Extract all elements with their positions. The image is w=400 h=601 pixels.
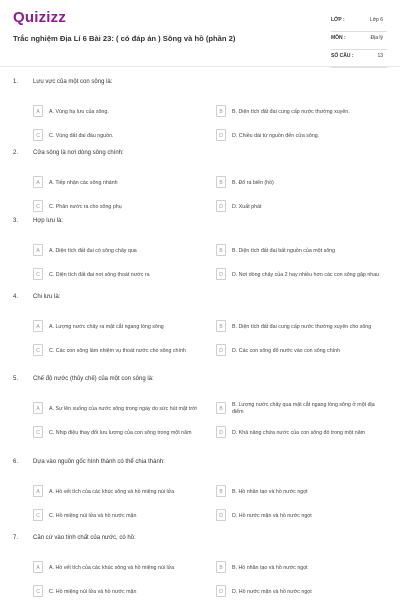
option-text: D. Hồ nước mặn và hồ nước ngọt [232,588,312,595]
answer-option-c[interactable] [33,266,203,284]
option-text: A. Diện tích đất đai có sông chảy qua [49,247,137,254]
answer-option-d[interactable] [216,583,386,601]
option-text: D. Nơi dòng chảy của 2 hay nhiều hơn các con sông gặp nhau [232,271,380,278]
option-text: B. Diện tích đất đai cung cấp nước thường xuyên. [232,108,350,115]
option-letter-badge: C [33,344,43,356]
answer-option-a[interactable] [33,400,203,418]
option-text: C. Vùng đất đai đầu nguồn. [49,132,114,139]
option-letter-badge: B [216,244,226,256]
answer-option-c[interactable] [33,583,203,601]
option-letter-badge: A [33,561,43,573]
option-letter-badge: D [216,344,226,356]
answer-option-b[interactable] [216,400,386,418]
question-text: Dựa vào nguồn gốc hình thành có thể chia thành: [33,459,165,465]
option-text: C. Phân nước ra cho sông phụ [49,203,122,210]
question-number: 5. [13,376,19,382]
question-number: 3. [13,218,19,224]
meta-key: MÔN : [331,35,346,41]
header-divider [0,66,400,67]
answer-option-d[interactable] [216,127,386,145]
worksheet-header [0,0,400,66]
answer-option-c[interactable] [33,507,203,525]
option-letter-badge: C [33,585,43,597]
option-text: A. Sự lên xuống của nước sông trong ngày do sức hút mặt trời [49,405,197,412]
answer-option-d[interactable] [216,266,386,284]
answer-option-d[interactable] [216,342,386,360]
answer-option-b[interactable] [216,242,386,260]
question-number: 4. [13,294,19,300]
meta-row-class [331,14,387,32]
answer-option-b[interactable] [216,559,386,577]
option-letter-badge: B [216,485,226,497]
answer-option-b[interactable] [216,103,386,121]
answer-option-c[interactable] [33,127,203,145]
meta-value: 13 [377,53,383,59]
answer-option-c[interactable] [33,342,203,360]
question-text: Chế độ nước (thủy chế) của một con sông là: [33,376,154,382]
option-letter-badge: A [33,485,43,497]
option-text: B. Đổ ra biển (hồ) [232,179,274,186]
option-text: D. Khả năng chứa nước của con sông đó trong một năm [232,429,366,436]
option-letter-badge: C [33,509,43,521]
option-text: A. Hồ vết tích của các khúc sông và hồ miệng núi lửa [49,564,175,571]
option-letter-badge: B [216,176,226,188]
question-number: 1. [13,79,19,85]
option-text: D. Xuất phát [232,203,262,210]
option-text: D. Các con sông đổ nước vào con sông chính [232,347,341,354]
option-letter-badge: D [216,426,226,438]
question-number: 6. [13,459,19,465]
answer-option-a[interactable] [33,103,203,121]
question-text: Chi lưu là: [33,294,61,300]
option-text: B. Hồ nhân tạo và hồ nước ngọt [232,488,308,495]
answer-option-b[interactable] [216,483,386,501]
question-number: 7. [13,535,19,541]
option-letter-badge: D [216,509,226,521]
answer-option-a[interactable] [33,559,203,577]
option-text: A. Tiếp nhận các sông nhánh [49,179,118,186]
option-text: A. Vùng hạ lưu của sông. [49,108,109,115]
answer-option-a[interactable] [33,483,203,501]
option-letter-badge: B [216,402,226,414]
option-letter-badge: C [33,268,43,280]
question-text: Hợp lưu là: [33,218,63,224]
meta-value: Địa lý [370,35,383,41]
question-text: Căn cứ vào tính chất của nước, có hồ: [33,535,136,541]
option-text: A. Lượng nước chảy ra mặt cắt ngang lòng sông [49,323,164,330]
option-text: D. Hồ nước mặn và hồ nước ngọt [232,512,312,519]
option-text: B. Hồ nhân tạo và hồ nước ngọt [232,564,308,571]
option-letter-badge: B [216,105,226,117]
option-text: B. Diện tích đất đai cung cấp nước thường xuyên cho sông [232,323,372,330]
option-text: B. Diện tích đất đai bất nguồn của một sông [232,247,336,254]
option-letter-badge: D [216,268,226,280]
answer-option-a[interactable] [33,174,203,192]
option-text: C. Các con sông làm nhiệm vụ thoát nước cho sông chính [49,347,186,354]
option-text: C. Hồ miệng núi lửa và hồ nước mặn [49,588,137,595]
answer-option-c[interactable] [33,424,203,442]
answer-option-a[interactable] [33,242,203,260]
meta-key: LỚP : [331,17,345,23]
meta-box [331,14,387,68]
meta-key: SỐ CÂU : [331,53,354,59]
answer-option-a[interactable] [33,318,203,336]
option-letter-badge: A [33,244,43,256]
option-letter-badge: A [33,320,43,332]
option-letter-badge: B [216,320,226,332]
option-text: C. Hồ miệng núi lửa và hồ nước mặn [49,512,137,519]
answer-option-b[interactable] [216,174,386,192]
option-text: B. Lượng nước chảy qua mặt cắt ngang lòng sông ở một địa điểm [232,402,375,415]
option-text: A. Hồ vết tích của các khúc sông và hồ miệng núi lửa [49,488,175,495]
option-text: C. Diện tích đất đai nơi sông thoát nước ra [49,271,150,278]
answer-option-c[interactable] [33,198,203,216]
answer-option-b[interactable] [216,318,386,336]
option-letter-badge: C [33,426,43,438]
question-number: 2. [13,150,19,156]
option-letter-badge: D [216,585,226,597]
option-letter-badge: C [33,200,43,212]
option-letter-badge: A [33,105,43,117]
option-letter-badge: D [216,200,226,212]
meta-value: Lớp 6 [369,17,383,23]
question-text: Lưu vực của một con sông là: [33,79,113,85]
answer-option-d[interactable] [216,424,386,442]
quizizz-logo: Quizizz [13,9,67,26]
option-letter-badge: A [33,176,43,188]
answer-option-d[interactable] [216,198,386,216]
option-letter-badge: A [33,402,43,414]
option-letter-badge: B [216,561,226,573]
question-text: Cửa sông là nơi dòng sông chính: [33,150,124,156]
option-letter-badge: C [33,129,43,141]
option-text: C. Nhịp điệu thay đổi lưu lượng của con sông trong một năm [49,429,192,436]
meta-row-subject [331,32,387,50]
worksheet-title: Trắc nghiệm Địa Lí 6 Bài 23: ( có đáp án ) Sông và hồ (phần 2) [13,34,236,43]
option-text: D. Chiều dài từ nguồn đến cửa sông. [232,132,320,139]
option-letter-badge: D [216,129,226,141]
answer-option-d[interactable] [216,507,386,525]
